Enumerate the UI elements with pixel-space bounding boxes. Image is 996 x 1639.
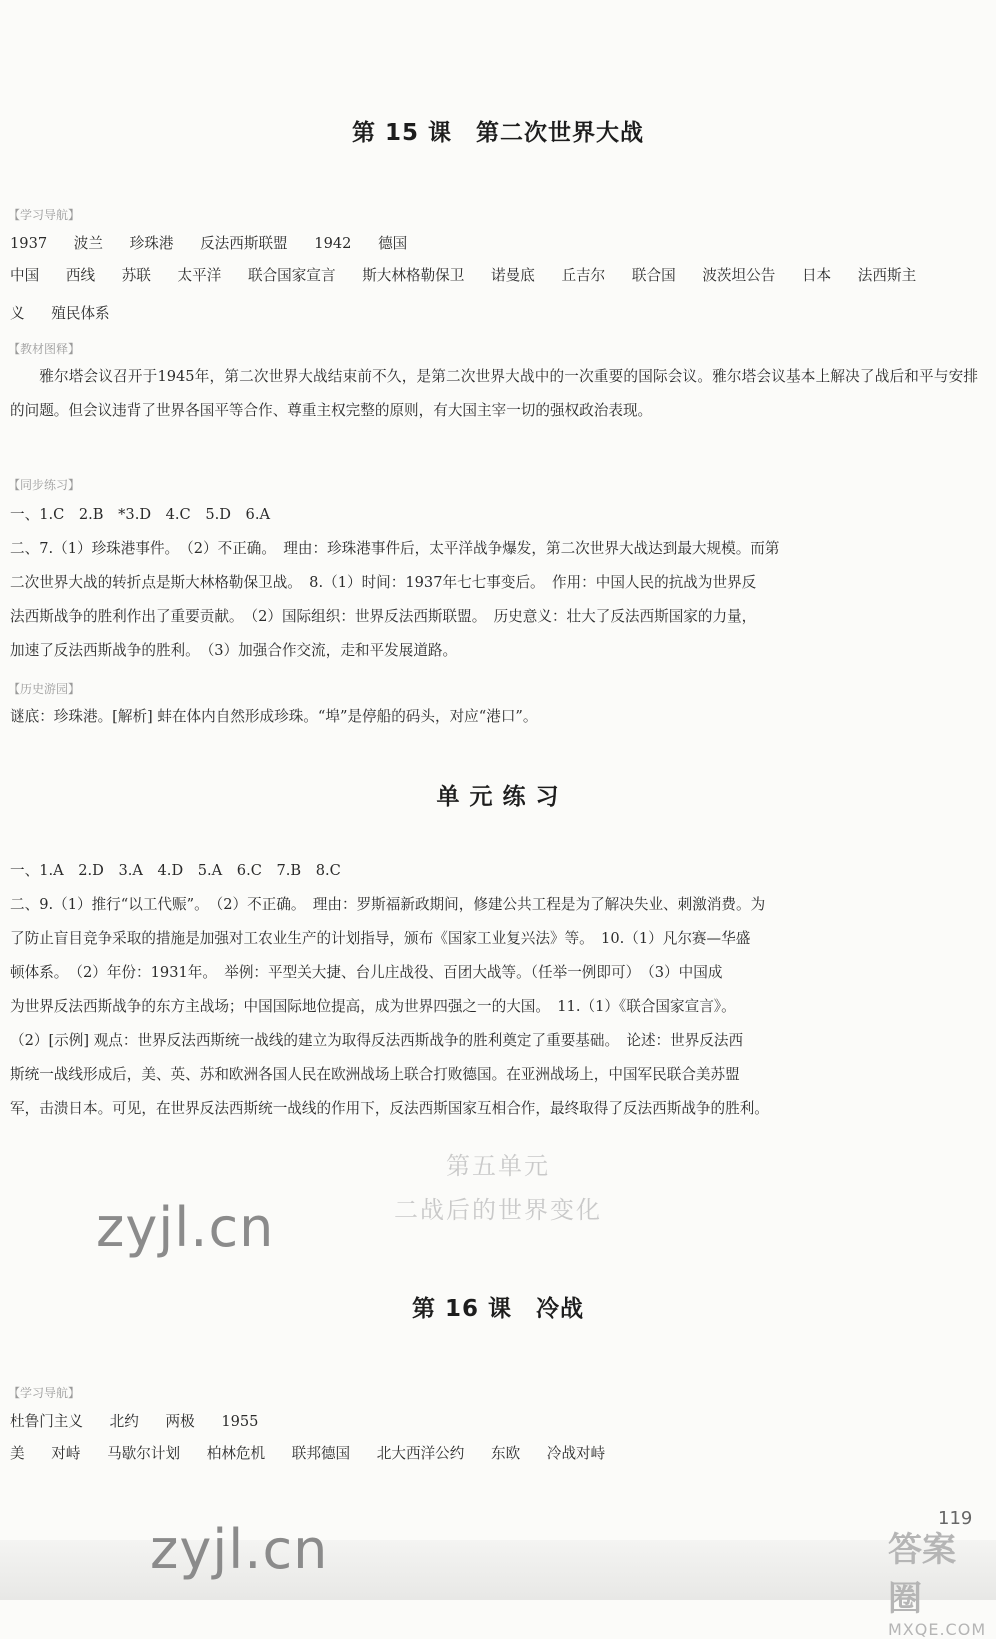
unit-practice-line2: 二、9.（1）推行“以工代赈”。 （2）不正确。 理由：罗斯福新政期间，修建公共工程是为了解决失业、刺激消费。为	[10, 896, 766, 913]
unit-practice-line5: 为世界反法西斯战争的东方主战场；中国国际地位提高，成为世界四强之一的大国。 11.（1）《联合国家宣言》。	[10, 998, 736, 1015]
guide-term: 法西斯主	[857, 267, 917, 284]
stamp-title: 答案圈	[888, 1530, 956, 1619]
lesson16-title: 第 16 课 冷战	[411, 1296, 585, 1322]
lesson15-figure-tag: 【教材图释】	[8, 342, 81, 356]
guide-term: 义	[10, 305, 25, 322]
guide-term: 1937	[10, 235, 48, 252]
lesson15-practice-line3: 二次世界大战的转折点是斯大林格勒保卫战。 8.（1）时间：1937年七七事变后。 作用：中国人民的抗战为世界反	[10, 574, 757, 591]
watermark-logo: zyjl.cn	[96, 1196, 275, 1259]
page-number: 119	[938, 1508, 973, 1529]
guide-term: 东欧	[491, 1445, 521, 1462]
lesson15-title: 第 15 课 第二次世界大战	[351, 120, 645, 146]
unit-practice-line6: （2）[示例] 观点：世界反法西斯统一战线的建立为取得反法西斯战争的胜利奠定了重要基础。 论述：世界反法西	[10, 1032, 744, 1049]
guide-term: 太平洋	[177, 267, 222, 284]
lesson16-guide-row2	[10, 1442, 627, 1463]
guide-term: 斯大林格勒保卫	[362, 267, 465, 284]
guide-term: 波茨坦公告	[702, 267, 776, 284]
lesson15-guide-row3	[10, 302, 132, 323]
guide-term: 美	[10, 1445, 25, 1462]
unit-practice-line8: 军，击溃日本。可见，在世界反法西斯统一战线的作用下，反法西斯国家互相合作，最终取得了反法西斯战争的胜利。	[10, 1100, 769, 1117]
guide-term: 珍珠港	[129, 235, 174, 252]
unit-practice-line1: 一、1.A 2.D 3.A 4.D 5.A 6.C 7.B 8.C	[10, 862, 341, 879]
unit-practice-line3: 了防止盲目竞争采取的措施是加强对工农业生产的计划指导，颁布《国家工业复兴法》等。 10.（1）凡尔赛—华盛	[10, 930, 751, 947]
guide-term: 对峙	[51, 1445, 81, 1462]
guide-term: 波兰	[73, 235, 103, 252]
guide-term: 杜鲁门主义	[10, 1413, 83, 1430]
site-stamp	[888, 1522, 988, 1639]
guide-term: 联合国	[631, 267, 676, 284]
guide-term: 中国	[10, 267, 40, 284]
lesson15-practice-line2: 二、7.（1）珍珠港事件。 （2）不正确。 理由：珍珠港事件后，太平洋战争爆发，第二次世界大战达到最大规模。而第	[10, 540, 780, 557]
lesson16-guide-row1	[10, 1410, 280, 1431]
lesson15-figure-text: 雅尔塔会议召开于1945年，第二次世界大战结束前不久，是第二次世界大战中的一次重要的国际会议。雅尔塔会议基本上解决了战后和平与安排的问题。但会议违背了世界各国平等合作、尊重主权完整的原则，有大国主宰一切的强权政治表现。	[10, 368, 978, 419]
guide-term: 柏林危机	[206, 1445, 266, 1462]
guide-term: 丘吉尔	[561, 267, 606, 284]
lesson15-practice-line5: 加速了反法西斯战争的胜利。 （3）加强合作交流，走和平发展道路。	[10, 642, 458, 659]
watermark-logo-bottom: zyjl.cn	[150, 1518, 329, 1581]
lesson15-guide-row1	[10, 232, 429, 253]
guide-term: 北约	[109, 1413, 139, 1430]
guide-term: 北大西洋公约	[376, 1445, 465, 1462]
unit-practice-title: 单 元 练 习	[436, 784, 560, 810]
guide-term: 诺曼底	[491, 267, 535, 284]
guide-term: 联邦德国	[291, 1445, 351, 1462]
guide-term: 马歇尔计划	[107, 1445, 181, 1462]
lesson16-guide-tag: 【学习导航】	[8, 1386, 81, 1400]
guide-term: 德国	[378, 235, 408, 252]
guide-term: 两极	[165, 1413, 195, 1430]
lesson15-history-tag: 【历史游园】	[8, 682, 81, 696]
unit-practice-line4: 顿体系。 （2）年份：1931年。 举例：平型关大捷、台儿庄战役、百团大战等。（任举一例即可） （3）中国成	[10, 964, 723, 981]
lesson15-guide-tag: 【学习导航】	[8, 208, 81, 222]
lesson15-practice-tag: 【同步练习】	[8, 478, 81, 492]
guide-term: 苏联	[121, 267, 151, 284]
guide-term: 西线	[65, 267, 96, 284]
guide-term: 日本	[801, 267, 832, 284]
guide-term: 联合国家宣言	[247, 267, 336, 284]
unit5-heading-line1: 第五单元	[446, 1152, 550, 1180]
lesson15-practice-line1: 一、1.C 2.B *3.D 4.C 5.D 6.A	[10, 506, 270, 523]
guide-term: 1942	[314, 235, 352, 252]
guide-term: 反法西斯联盟	[200, 235, 288, 252]
unit5-heading-line2: 二战后的世界变化	[394, 1196, 602, 1224]
unit-practice-line7: 斯统一战线形成后，美、英、苏和欧洲各国人民在欧洲战场上联合打败德国。在亚洲战场上，中国军民联合美苏盟	[10, 1066, 740, 1083]
lesson15-practice-line4: 法西斯战争的胜利作出了重要贡献。 （2）国际组织：世界反法西斯联盟。 历史意义：壮大了反法西斯国家的力量，	[10, 608, 757, 625]
guide-term: 冷战对峙	[546, 1445, 606, 1462]
guide-term: 1955	[221, 1413, 259, 1430]
lesson15-history-text: 谜底：珍珠港。[解析] 蚌在体内自然形成珍珠。“埠”是停船的码头，对应“港口”。	[10, 708, 538, 725]
guide-term: 殖民体系	[51, 305, 110, 322]
lesson15-guide-row2	[10, 264, 938, 285]
stamp-url: MXQE.COM	[888, 1620, 987, 1639]
